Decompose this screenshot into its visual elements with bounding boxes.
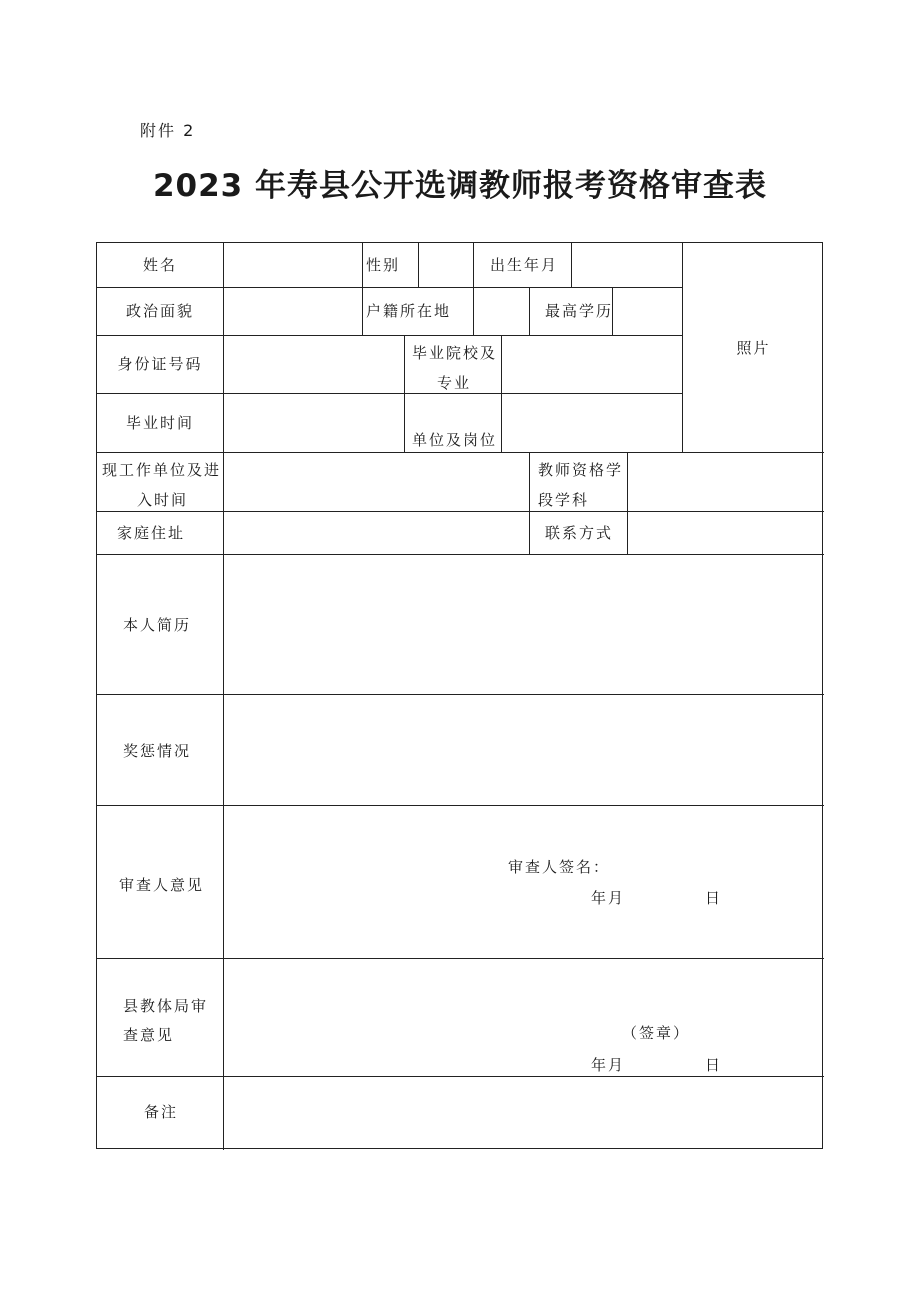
- reviewer-day-label: 日: [705, 889, 723, 907]
- row-divider: [97, 287, 683, 288]
- awards-field[interactable]: [224, 695, 824, 805]
- contact-label: 联系方式: [545, 524, 614, 542]
- education-field[interactable]: [613, 288, 682, 335]
- col-divider: [362, 243, 363, 287]
- remarks-label: 备注: [144, 1103, 179, 1121]
- birth-label: 出生年月: [490, 256, 559, 274]
- col-divider: [529, 287, 530, 335]
- education-label: 最高学历: [545, 302, 614, 320]
- id-label: 身份证号码: [117, 355, 203, 373]
- col-divider: [529, 452, 530, 554]
- teacher-cert-field[interactable]: [628, 453, 824, 511]
- reviewer-label: 审查人意见: [119, 876, 205, 894]
- id-field[interactable]: [224, 336, 404, 393]
- photo-field[interactable]: [683, 243, 824, 452]
- bureau-label-line2: 查意见: [123, 1026, 175, 1044]
- hukou-label: 户籍所在地: [366, 302, 452, 320]
- resume-label: 本人简历: [123, 616, 192, 634]
- school-label: 毕业院校及: [412, 344, 498, 362]
- reviewer-month-label: 年月: [591, 889, 626, 907]
- reviewer-opinion-field[interactable]: [224, 806, 824, 958]
- current-unit-field[interactable]: [224, 453, 529, 511]
- bureau-month-label: 年月: [591, 1056, 626, 1074]
- grad-time-label: 毕业时间: [125, 414, 194, 432]
- unit-post-field[interactable]: [502, 394, 682, 452]
- birth-field[interactable]: [572, 243, 682, 287]
- teacher-cert-label-line2: 段学科: [538, 491, 590, 509]
- remarks-field[interactable]: [224, 1077, 824, 1149]
- contact-field[interactable]: [628, 512, 824, 554]
- current-unit-label: 现工作单位及进: [102, 461, 222, 479]
- political-field[interactable]: [224, 288, 362, 335]
- address-field[interactable]: [224, 512, 529, 554]
- hukou-field[interactable]: [474, 288, 529, 335]
- school-field[interactable]: [502, 336, 682, 393]
- teacher-cert-label: 教师资格学: [538, 461, 624, 479]
- address-label: 家庭住址: [117, 524, 186, 542]
- bureau-seal-label: （签章）: [622, 1024, 691, 1042]
- current-unit-label-line2: 入时间: [137, 491, 189, 509]
- col-divider: [404, 335, 405, 452]
- attachment-label: 附件 2: [140, 121, 196, 140]
- grad-time-field[interactable]: [224, 394, 404, 452]
- name-field[interactable]: [224, 243, 362, 287]
- awards-label: 奖惩情况: [123, 742, 192, 760]
- political-label: 政治面貌: [125, 302, 194, 320]
- bureau-opinion-field[interactable]: [224, 959, 824, 1076]
- gender-label: 性别: [366, 256, 401, 274]
- page-title: 2023 年寿县公开选调教师报考资格审查表: [152, 168, 768, 204]
- name-label: 姓名: [142, 256, 177, 274]
- resume-field[interactable]: [224, 555, 824, 694]
- qualification-review-table: [96, 242, 823, 1149]
- bureau-day-label: 日: [705, 1056, 723, 1074]
- col-divider: [362, 287, 363, 335]
- photo-label: 照片: [736, 339, 771, 357]
- col-divider: [473, 243, 474, 287]
- gender-field[interactable]: [419, 243, 473, 287]
- unit-post-label: 单位及岗位: [412, 431, 498, 449]
- school-label-line2: 专业: [437, 374, 472, 392]
- reviewer-sign-label: 审查人签名：: [508, 858, 611, 876]
- bureau-label: 县教体局审: [123, 997, 209, 1015]
